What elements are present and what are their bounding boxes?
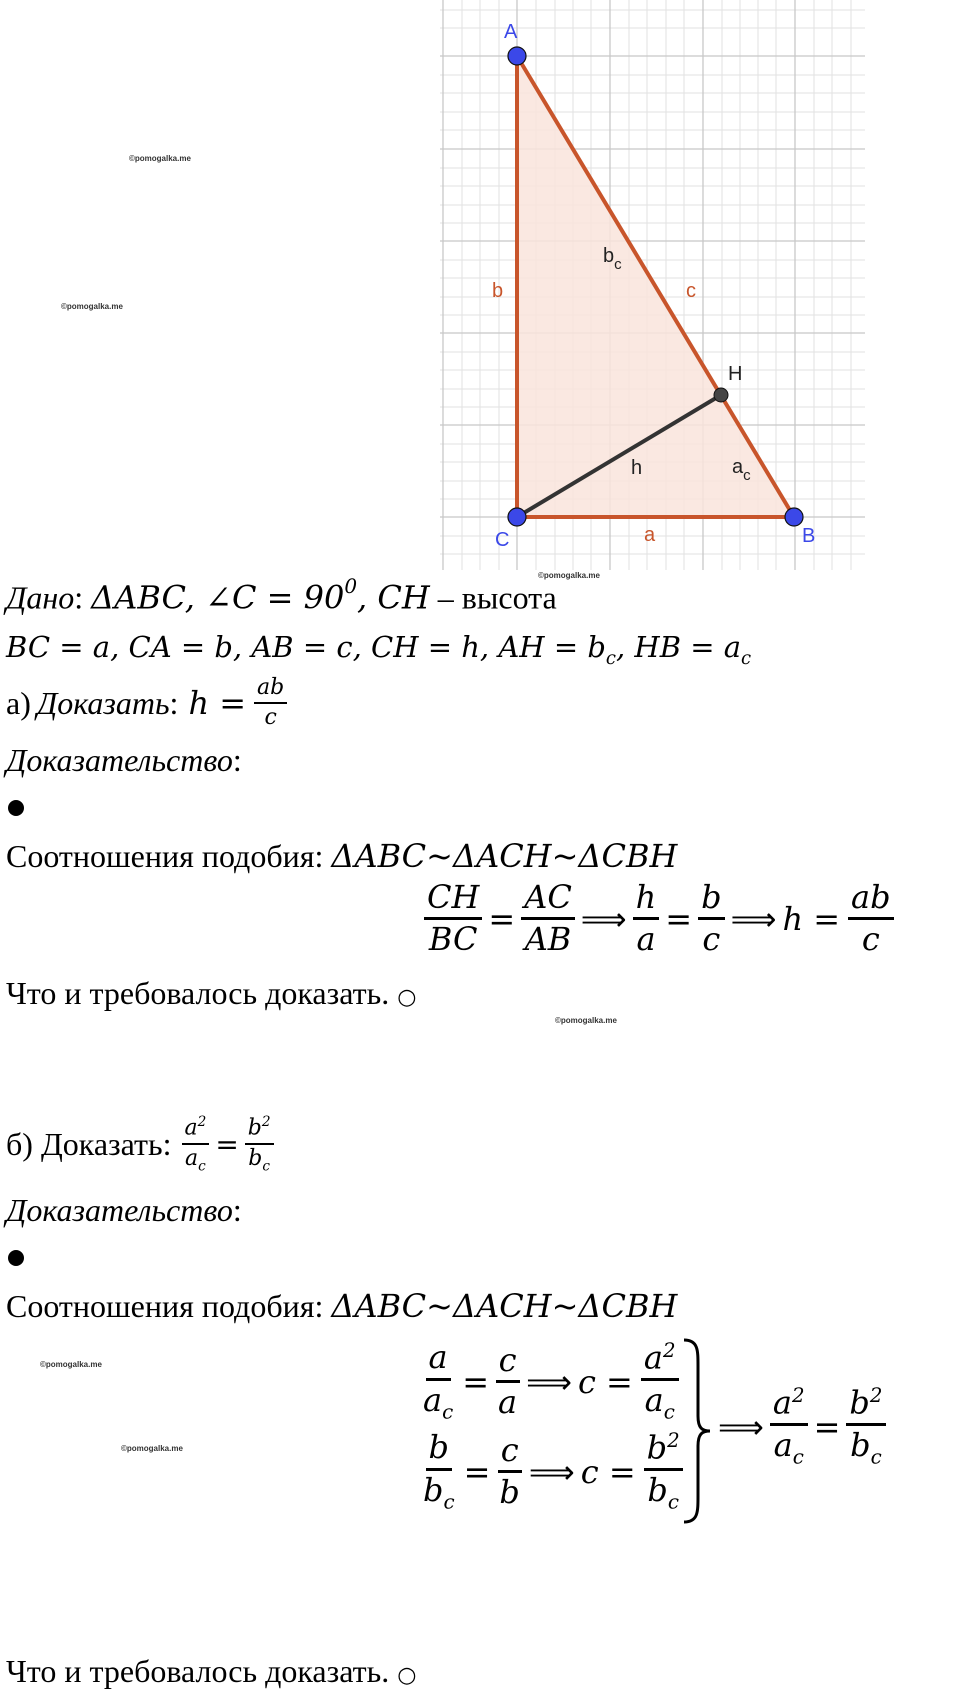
implies-arrow: ⟹ [580, 899, 627, 938]
right-brace-icon [680, 1336, 714, 1526]
goal-num-base: b [247, 1115, 262, 1141]
label-vertex-c: C [495, 529, 510, 551]
given-line [6, 574, 557, 617]
part-b-goal-left [182, 1115, 210, 1174]
conclusion-text: Что и требовалось доказать. [6, 1653, 390, 1689]
given-notation-main: BC = a, CA = b, AB = c, CH = h, AH = b [6, 630, 606, 664]
part-a-prefix: а) [6, 684, 31, 721]
denominator-sub: c [870, 1445, 882, 1469]
given-tail-text: – высота [429, 579, 557, 616]
goal-den-sub: c [198, 1157, 206, 1174]
watermark: ©pomogalka.me [121, 1444, 183, 1453]
label-segment-ac: $a_c$ [732, 456, 751, 484]
part-b-result [712, 1385, 886, 1468]
denominator-sub: c [792, 1445, 804, 1469]
given-tail-math: , CH [357, 578, 430, 617]
watermark: ©pomogalka.me [40, 1360, 102, 1369]
proof-colon: : [232, 1192, 242, 1228]
watermark: ©pomogalka.me [538, 571, 600, 580]
denominator-sub: c [667, 1490, 680, 1514]
h-equals: h = [782, 899, 841, 938]
vertex-a-point [508, 47, 526, 65]
label-side-c: c [686, 280, 696, 302]
c-equals: c = [580, 1452, 636, 1491]
fraction-denominator: a [636, 920, 656, 959]
numerator-sup: 2 [869, 1384, 883, 1407]
part-b-row-2 [420, 1430, 683, 1513]
given-notation-sub2: c [741, 647, 752, 669]
given-statement: ΔABC, ∠C = 90 [91, 578, 345, 617]
conclusion-text: Что и требовалось доказать. [6, 975, 390, 1011]
numerator-sup: 2 [667, 1429, 680, 1452]
label-vertex-b: B [802, 525, 816, 547]
similarity-math: ΔABC~ΔACH~ΔCBH [331, 837, 678, 875]
part-a-proof-heading [6, 742, 242, 779]
end-mark-icon: ○ [397, 1663, 417, 1688]
equals-sign: = [462, 1362, 489, 1401]
goal-den-sub: c [262, 1157, 271, 1174]
vertex-b-point [785, 508, 803, 526]
fraction-numerator: AC [521, 880, 575, 920]
part-b-conclusion [6, 1653, 416, 1690]
fraction-numerator: a [643, 1338, 663, 1377]
goal-num-base: a [184, 1115, 198, 1141]
equals-sign: = [215, 1127, 239, 1161]
fraction-numerator: ab [848, 880, 894, 920]
goal-num-sup: 2 [197, 1114, 207, 1130]
given-notation-mid: , HB = a [615, 630, 742, 664]
fraction-numerator: b [426, 1430, 452, 1470]
part-a-similarity [6, 837, 677, 875]
fraction-denominator: a [423, 1380, 443, 1419]
watermark: ©pomogalka.me [555, 1016, 617, 1025]
watermark: ©pomogalka.me [61, 302, 123, 311]
fraction-numerator: a [772, 1383, 792, 1422]
fraction-numerator: ab [254, 676, 287, 704]
fraction-denominator: b [647, 1470, 668, 1509]
bullet-icon [8, 1250, 24, 1266]
similarity-math: ΔABC~ΔACH~ΔCBH [331, 1287, 678, 1325]
point-h [714, 388, 728, 402]
fraction-denominator: c [702, 920, 721, 959]
part-a-goal-fraction [254, 676, 287, 730]
denominator-sub: c [443, 1489, 455, 1513]
similarity-text: Соотношения подобия: [6, 838, 324, 874]
fraction-denominator: c [861, 920, 880, 959]
fraction-numerator: c [498, 1433, 522, 1473]
implies-arrow: ⟹ [528, 1452, 575, 1491]
vertex-c-point [508, 508, 526, 526]
implies-arrow: ⟹ [718, 1407, 764, 1446]
label-point-h: H [728, 363, 743, 385]
triangle-figure [440, 0, 870, 580]
fraction-denominator: AB [524, 920, 572, 959]
fraction-numerator: c [496, 1343, 520, 1383]
part-b-row-1 [420, 1340, 679, 1423]
fraction-denominator: b [499, 1473, 520, 1512]
fraction-denominator: a [773, 1425, 793, 1464]
fraction-numerator: a [426, 1340, 451, 1380]
end-mark-icon: ○ [397, 985, 417, 1010]
fraction-numerator: CH [424, 880, 482, 920]
denominator-sub: c [442, 1399, 454, 1423]
fraction-numerator: b [849, 1383, 870, 1422]
c-equals: c = [577, 1362, 633, 1401]
fraction-denominator: b [850, 1425, 871, 1464]
denominator-sub: c [663, 1400, 675, 1424]
goal-num-sup: 2 [261, 1114, 271, 1130]
part-b-goal-right [245, 1115, 274, 1174]
goal-den-base: a [185, 1145, 199, 1171]
proof-label: Доказательство [6, 742, 233, 778]
similarity-text: Соотношения подобия: [6, 1288, 324, 1324]
given-label: Дано [6, 579, 75, 616]
part-a-goal [6, 676, 287, 730]
proof-label: Доказательство [6, 1192, 233, 1228]
fraction-denominator: b [423, 1470, 444, 1509]
fraction-denominator: c [264, 705, 277, 731]
given-power: 0 [344, 574, 358, 598]
given-notation-sub: c [605, 647, 616, 669]
numerator-sup: 2 [791, 1384, 805, 1407]
part-a-equation-chain [424, 880, 894, 957]
implies-arrow: ⟹ [526, 1362, 572, 1401]
part-b-goal [6, 1115, 274, 1174]
equals-sign: = [488, 899, 516, 938]
label-side-b: b [492, 280, 504, 302]
label-segment-bc: $b_c$ [603, 245, 622, 273]
given-notation [6, 630, 751, 669]
part-a-h: h = [188, 684, 247, 723]
equals-sign: = [463, 1452, 491, 1491]
part-a-colon: : [169, 684, 179, 721]
label-side-a: a [644, 524, 656, 546]
fraction-denominator: a [644, 1380, 664, 1419]
label-height-h: h [631, 457, 643, 479]
given-colon: : [74, 579, 84, 616]
numerator-sup: 2 [662, 1339, 676, 1362]
part-b-prefix: б) Доказать: [6, 1125, 172, 1162]
part-a-prove-label: Доказать [36, 684, 170, 721]
bullet-icon [8, 800, 24, 816]
label-vertex-a: A [504, 21, 518, 43]
implies-arrow: ⟹ [730, 899, 777, 938]
equals-sign: = [813, 1407, 841, 1446]
part-b-proof-heading [6, 1192, 242, 1229]
part-b-similarity [6, 1287, 677, 1325]
proof-colon: : [232, 742, 242, 778]
watermark: ©pomogalka.me [129, 154, 191, 163]
part-a-conclusion [6, 975, 416, 1012]
goal-den-base: b [248, 1145, 263, 1171]
fraction-denominator: BC [428, 920, 478, 959]
fraction-numerator: h [633, 880, 660, 920]
fraction-numerator: b [698, 880, 724, 920]
fraction-denominator: a [498, 1383, 518, 1422]
fraction-numerator: b [646, 1428, 668, 1467]
equals-sign: = [665, 899, 693, 938]
